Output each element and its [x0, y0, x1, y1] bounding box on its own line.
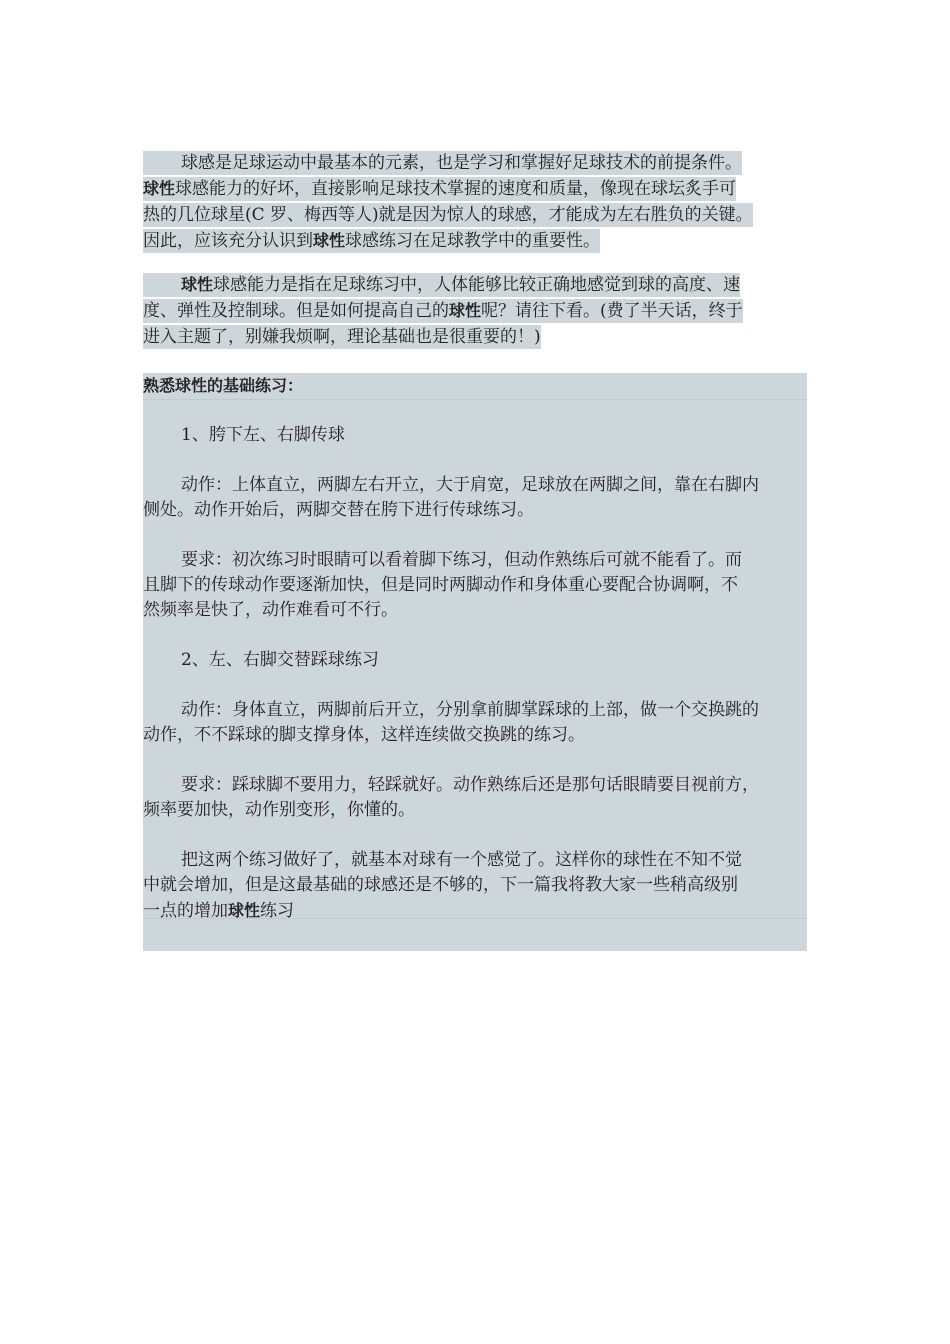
bold-keyword: 球性	[313, 231, 346, 250]
bold-keyword: 球性	[143, 179, 176, 198]
divider	[143, 399, 807, 400]
exercise-1-requirement: 要求：初次练习时眼睛可以看着脚下练习，但动作熟练后可就不能看了。而 且脚下的传球动作要逐渐加快，但是同时两脚动作和身体重心要配合协调啊，不 然频率是快了，动作难看可不行。	[143, 550, 742, 620]
exercise-1-action: 动作：上体直立，两脚左右开立，大于肩宽，足球放在两脚之间，靠在右脚内 侧处。动作开始后，两脚交替在胯下进行传球练习。	[143, 475, 759, 520]
divider	[143, 918, 807, 919]
closing-paragraph: 把这两个练习做好了，就基本对球有一个感觉了。这样你的球性在不知不觉 中就会增加，但是这最基础的球感还是不够的，下一篇我将教大家一些稍高级别 一点的增加球性练习	[143, 850, 742, 921]
exercise-section	[143, 373, 807, 951]
exercise-1-title: 1、胯下左、右脚传球	[181, 425, 345, 445]
exercise-2-title: 2、左、右脚交替踩球练习	[181, 650, 379, 670]
text-line: 球感是足球运动中最基本的元素，也是学习和掌握好足球技术的前提条件。	[143, 150, 807, 176]
text-line: 球性球感能力的好坏，直接影响足球技术掌握的速度和质量，像现在球坛炙手可	[143, 179, 737, 199]
text-line: 度、弹性及控制球。但是如何提高自己的球性呢？请往下看。(费了半天话，终于	[143, 301, 743, 321]
bold-keyword: 球性	[449, 301, 482, 320]
bold-keyword: 球性	[181, 275, 214, 294]
text-line: 进入主题了，别嫌我烦啊，理论基础也是很重要的！)	[143, 327, 541, 347]
bold-keyword: 球性	[228, 901, 261, 920]
section-title: 熟悉球性的基础练习：	[143, 376, 304, 395]
exercise-2-action: 动作：身体直立，两脚前后开立，分别拿前脚掌踩球的上部，做一个交换跳的 动作，不不踩球的脚支撑身体，这样连续做交换跳的练习。	[143, 700, 759, 745]
text-line: 球性球感能力是指在足球练习中，人体能够比较正确地感觉到球的高度、速	[143, 272, 807, 298]
intro-paragraph-1	[143, 150, 807, 254]
exercise-2-requirement: 要求：踩球脚不要用力，轻踩就好。动作熟练后还是那句话眼睛要目视前方， 频率要加快，动作别变形，你懂的。	[143, 775, 759, 820]
intro-paragraph-2	[143, 272, 807, 350]
text-line: 因此，应该充分认识到球性球感练习在足球教学中的重要性。	[143, 231, 601, 251]
text-line: 热的几位球星(C 罗、梅西等人)就是因为惊人的球感，才能成为左右胜负的关键。	[143, 205, 753, 225]
